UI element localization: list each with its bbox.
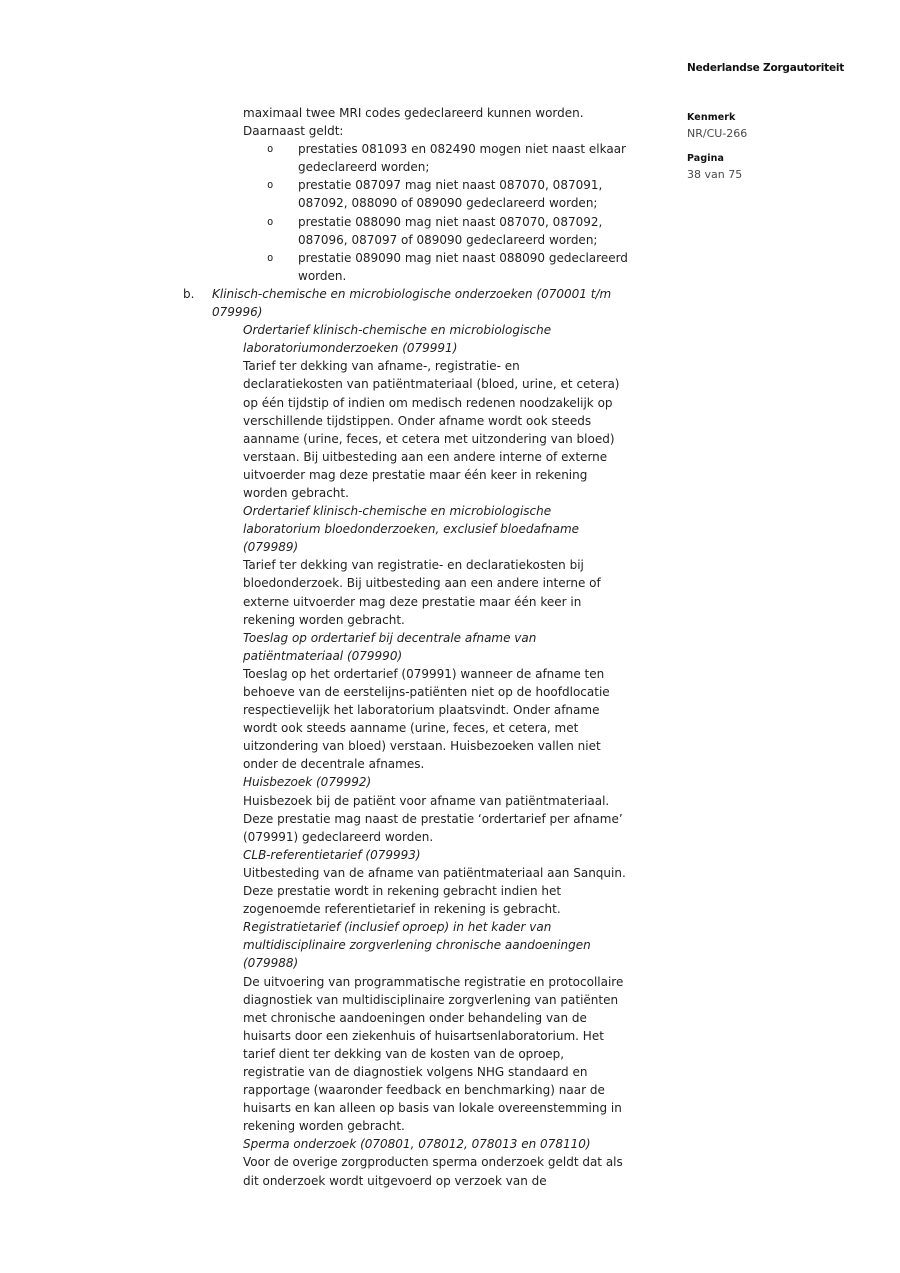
text-line: tarief dient ter dekking van de kosten van de oproep, [243, 1046, 565, 1061]
bullet-marker: o [267, 215, 274, 228]
text-line: bloedonderzoek. Bij uitbesteding aan een andere interne of [243, 576, 601, 591]
text-line: huisarts door een ziekenhuis of huisartsenlaboratorium. Het [243, 1028, 604, 1043]
text-line: rekening worden gebracht. [243, 1119, 405, 1134]
text-line: CLB-referentietarief (079993) [243, 847, 421, 862]
text-line: Toeslag op ordertarief bij decentrale afname van [243, 630, 537, 645]
text-line: prestatie 087097 mag niet naast 087070, 087091, [298, 178, 603, 193]
paragraph [243, 792, 695, 846]
text-line: Huisbezoek (079992) [243, 775, 372, 790]
text-line: op één tijdstip of indien om medisch redenen noodzakelijk op [243, 395, 613, 410]
text-line: prestaties 081093 en 082490 mogen niet naast elkaar [298, 142, 626, 157]
text-line: met chronische aandoeningen onder behandeling van de [243, 1010, 587, 1025]
text-line: dit onderzoek wordt uitgevoerd op verzoek van de [243, 1173, 547, 1188]
text-line: verstaan. Bij uitbesteding aan een andere interne of externe [243, 449, 608, 464]
organization-title: Nederlandse Zorgautoriteit [687, 62, 845, 74]
text-line: 087092, 088090 of 089090 gedeclareerd worden; [298, 196, 598, 211]
paragraph [243, 973, 695, 1136]
text-line: Deze prestatie wordt in rekening gebracht indien het [243, 884, 562, 899]
text-line: Ordertarief klinisch-chemische en microbiologische [243, 323, 552, 338]
list-item-b [183, 285, 695, 321]
text-line: externe uitvoerder mag deze prestatie maar één keer in [243, 594, 582, 609]
metadata-sidebar [687, 112, 857, 181]
text-line: rekening worden gebracht. [243, 612, 405, 627]
list-marker: b. [183, 286, 195, 301]
text-line: zogenoemde referentietarief in rekening is gebracht. [243, 902, 561, 917]
bullet-item [243, 176, 695, 212]
text-line: wordt ook steeds aanname (urine, feces, et cetera, met [243, 721, 579, 736]
text-line: registratie van de diagnostiek volgens NHG standaard en [243, 1064, 588, 1079]
text-line: Ordertarief klinisch-chemische en microbiologische [243, 504, 552, 519]
paragraph [243, 104, 695, 140]
bullet-marker: o [267, 179, 274, 192]
kenmerk-label: Kenmerk [687, 112, 736, 123]
text-line: Tarief ter dekking van registratie- en declaratiekosten bij [243, 558, 584, 573]
paragraph [243, 1153, 695, 1189]
text-line: prestatie 089090 mag niet naast 088090 gedeclareerd [298, 250, 628, 265]
text-line: Daarnaast geldt: [243, 124, 344, 139]
text-line: aanname (urine, feces, et cetera met uitzondering van bloed) [243, 431, 615, 446]
bullet-item [243, 213, 695, 249]
text-line: respectievelijk het laboratorium plaatsvindt. Onder afname [243, 703, 600, 718]
bullet-item [243, 249, 695, 285]
text-line: verschillende tijdstippen. Onder afname wordt ook steeds [243, 413, 592, 428]
text-line: maximaal twee MRI codes gedeclareerd kunnen worden. [243, 106, 584, 120]
text-line: Deze prestatie mag naast de prestatie ‘ordertarief per afname’ [243, 811, 623, 826]
text-line: rapportage (waaronder feedback en benchmarking) naar de [243, 1083, 605, 1098]
italic-heading [243, 502, 695, 556]
text-line: laboratoriumonderzoeken (079991) [243, 341, 458, 356]
text-line: Voor de overige zorgproducten sperma onderzoek geldt dat als [243, 1155, 623, 1170]
page-number: 38 van 75 [687, 168, 743, 181]
kenmerk-value: NR/CU-266 [687, 127, 748, 140]
text-line: laboratorium bloedonderzoeken, exclusief bloedafname [243, 522, 580, 537]
text-line: Sperma onderzoek (070801, 078012, 078013 en 078110) [243, 1137, 591, 1152]
text-line: behoeve van de eerstelijns-patiënten niet op de hoofdlocatie [243, 685, 610, 699]
text-line: Tarief ter dekking van afname-, registratie- en [243, 359, 520, 374]
text-line: multidisciplinaire zorgverlening chronische aandoeningen [243, 938, 591, 953]
text-line: (079989) [243, 540, 299, 555]
text-line: declaratiekosten van patiëntmateriaal (bloed, urine, et cetera) [243, 377, 620, 392]
text-line: Huisbezoek bij de patiënt voor afname van patiëntmateriaal. [243, 793, 610, 808]
italic-heading [243, 1135, 695, 1153]
text-line: gedeclareerd worden; [298, 160, 430, 175]
kenmerk-block [687, 112, 857, 140]
text-line: Uitbesteding van de afname van patiëntmateriaal aan Sanquin. [243, 865, 626, 880]
text-line: (079988) [243, 956, 299, 971]
text-line: uitvoerder mag deze prestatie maar één keer in rekening [243, 467, 588, 482]
bullet-marker: o [267, 251, 274, 264]
italic-heading [243, 321, 695, 357]
text-line: worden gebracht. [243, 485, 349, 500]
text-line: Toeslag op het ordertarief (079991) wanneer de afname ten [243, 666, 605, 681]
text-line: 087096, 087097 of 089090 gedeclareerd worden; [298, 232, 598, 247]
text-line: onder de decentrale afnames. [243, 757, 425, 772]
paragraph [243, 864, 695, 918]
paragraph [243, 665, 695, 774]
bullet-item [243, 140, 695, 176]
italic-heading [243, 918, 695, 972]
pagina-label: Pagina [687, 153, 724, 164]
pagina-block [687, 153, 857, 181]
text-line: uitzondering van bloed) verstaan. Huisbezoeken vallen niet [243, 739, 601, 754]
italic-heading [243, 773, 695, 791]
content-column [183, 104, 695, 1190]
text-line: De uitvoering van programmatische registratie en protocollaire [243, 974, 624, 989]
paragraph [243, 357, 695, 502]
text-line: Registratietarief (inclusief oproep) in het kader van [243, 920, 552, 935]
bullet-marker: o [267, 143, 274, 156]
text-line: prestatie 088090 mag niet naast 087070, 087092, [298, 214, 603, 229]
text-line: patiëntmateriaal (079990) [243, 648, 403, 663]
text-line: huisarts en kan alleen op basis van lokale overeenstemming in [243, 1101, 622, 1116]
italic-heading [243, 629, 695, 665]
italic-heading [243, 846, 695, 864]
text-line: diagnostiek van multidisciplinaire zorgverlening van patiënten [243, 992, 619, 1007]
paragraph [243, 556, 695, 628]
text-line: Klinisch-chemische en microbiologische onderzoeken (070001 t/m [212, 286, 612, 301]
text-line: worden. [298, 268, 347, 283]
text-line: 079996) [212, 305, 263, 320]
text-line: (079991) gedeclareerd worden. [243, 829, 434, 844]
